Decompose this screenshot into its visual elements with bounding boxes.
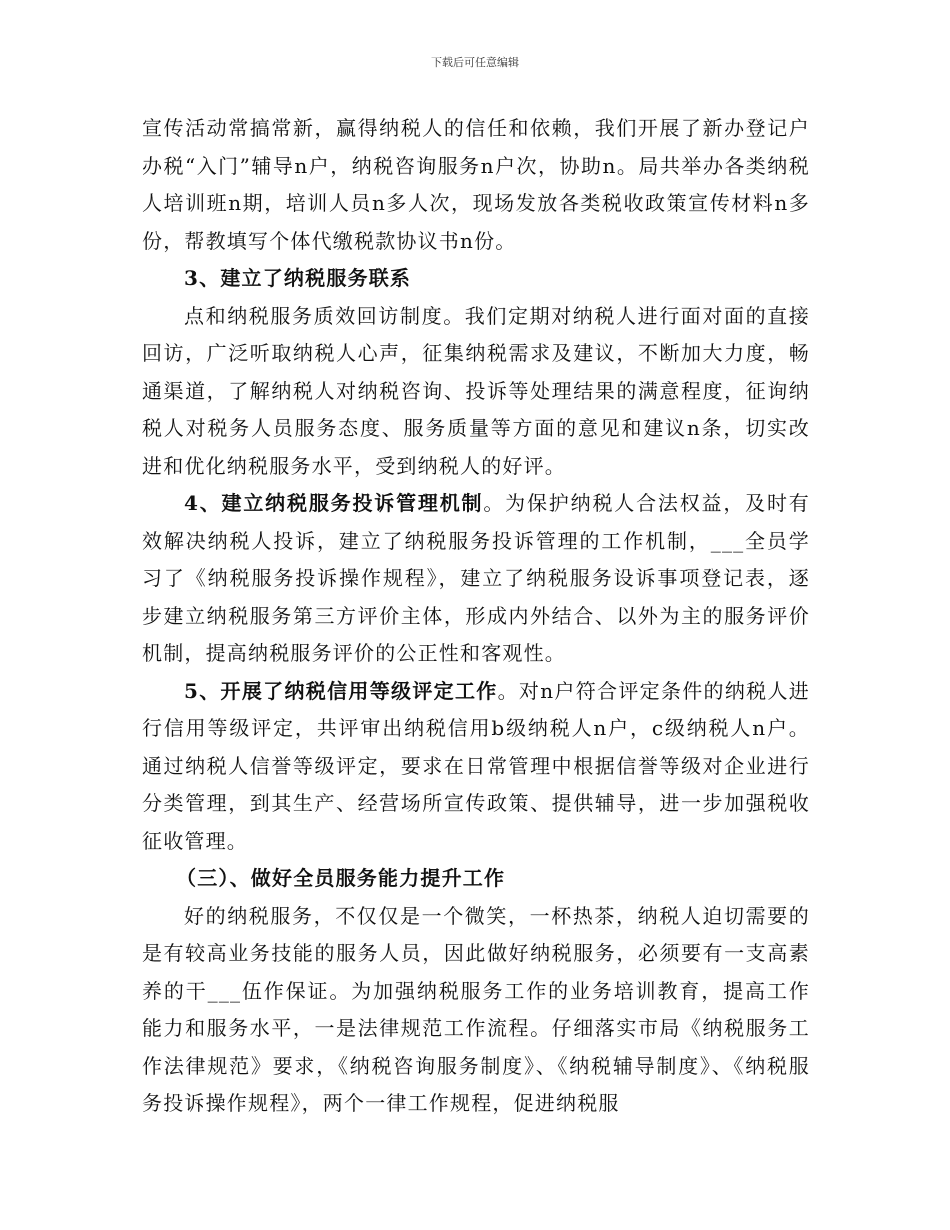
- section-heading-three: （三）、做好全员服务能力提升工作: [176, 866, 506, 890]
- section-heading-5: 5、开展了纳税信用等级评定工作: [184, 678, 498, 703]
- section-heading-3: 3、建立了纳税服务联系: [184, 266, 412, 290]
- paragraph-complaint: [142, 485, 810, 673]
- document-body: [142, 110, 810, 1123]
- paragraph-credit-text: 。对n户符合评定条件的纳税人进行信用等级评定，共评审出纳税信用b级纳税人n户，c级纳税人n户。通过纳税人信誉等级评定，要求在日常管理中根据信誉等级对企业进行分类管理，到其生产、经营场所宣传政策、提供辅导，进一步加强税收征收管理。: [142, 678, 810, 853]
- section-heading-4: 4、建立纳税服务投诉管理机制: [184, 491, 484, 515]
- paragraph-complaint-text: 。为保护纳税人合法权益，及时有效解决纳税人投诉，建立了纳税服务投诉管理的工作机制，___全员学习了《纳税服务投诉操作规程》，建立了纳税服务设诉事项登记表，逐步建立纳税服务第三方评价主体，形成内外结合、以外为主的服务评价机制，提高纳税服务评价的公正性和客观性。: [142, 491, 810, 665]
- paragraph-capability: 好的纳税服务，不仅仅是一个微笑，一杯热茶，纳税人迫切需要的是有较高业务技能的服务人员，因此做好纳税服务，必须要有一支高素养的干___伍作保证。为加强纳税服务工作的业务培训教育，提高工作能力和服务水平，一是法律规范工作流程。仔细落实市局《纳税服务工作法律规范》要求，《纳税咨询服务制度》、《纳税辅导制度》、《纳税服务投诉操作规程》，两个一律工作规程，促进纳税服: [142, 903, 810, 1115]
- paragraph-feedback: 点和纳税服务质效回访制度。我们定期对纳税人进行面对面的直接回访，广泛听取纳税人心声，征集纳税需求及建议，不断加大力度，畅通渠道，了解纳税人对纳税咨询、投诉等处理结果的满意程度，征询纳税人对税务人员服务态度、服务质量等方面的意见和建议n条，切实改进和优化纳税服务水平，受到纳税人的好评。: [142, 303, 810, 478]
- paragraph-credit: [142, 673, 810, 861]
- page-header: 下载后可任意编辑: [431, 56, 519, 69]
- paragraph-publicity: 宣传活动常搞常新，赢得纳税人的信任和依赖，我们开展了新办登记户办税“入门”辅导n户，纳税咨询服务n户次，协助n。局共举办各类纳税人培训班n期，培训人员n多人次，现场发放各类税收政策宣传材料n多份，帮教填写个体代缴税款协议书n份。: [142, 116, 810, 253]
